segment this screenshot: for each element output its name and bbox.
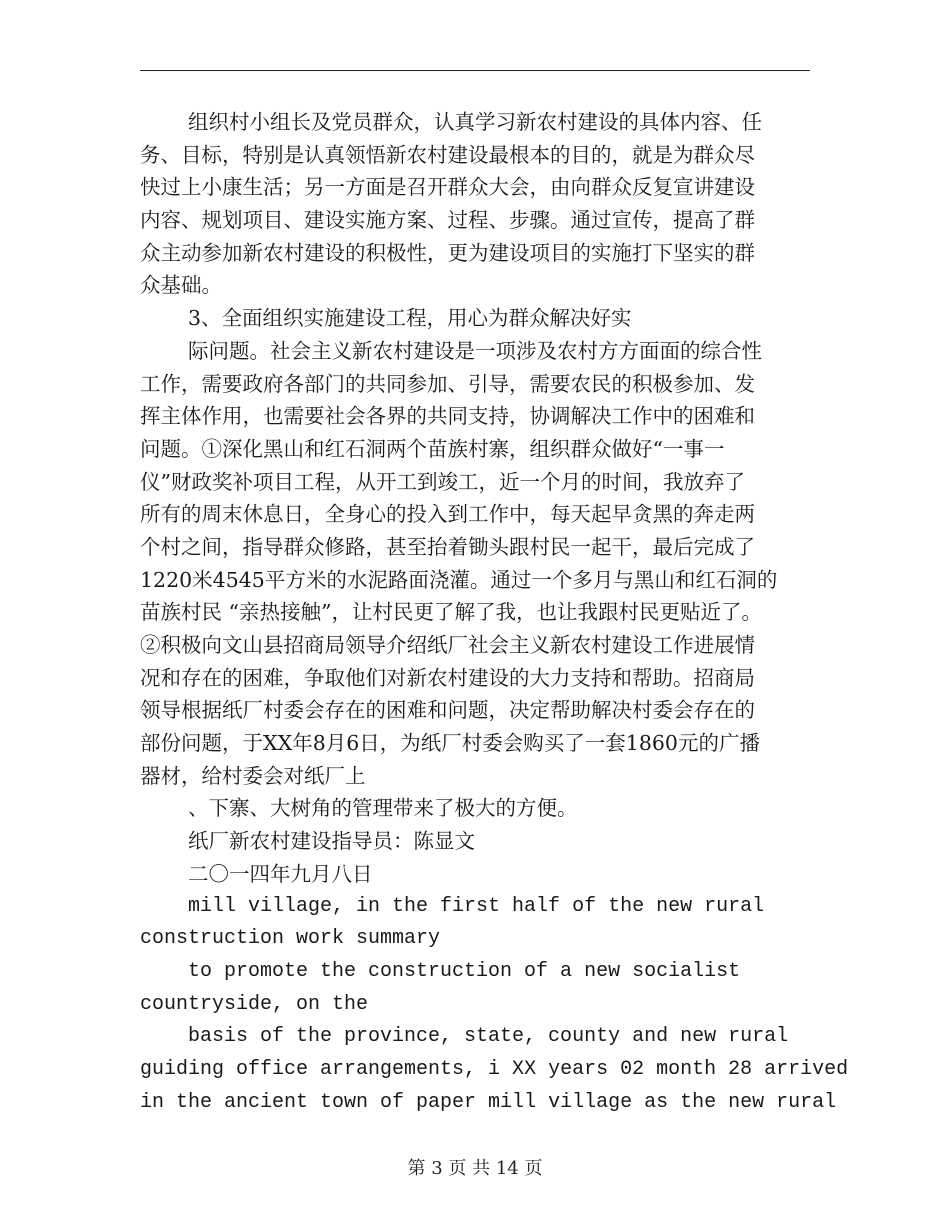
text-line: basis of the province, state, county and new rural bbox=[188, 1025, 789, 1049]
text-line: 问题。①深化黑山和红石洞两个苗族村寨，组织群众做好“一事一 bbox=[140, 436, 725, 461]
text-line: 工作，需要政府各部门的共同参加、引导，需要农民的积极参加、发 bbox=[140, 371, 755, 396]
text-line: 挥主体作用，也需要社会各界的共同支持，协调解决工作中的困难和 bbox=[140, 404, 755, 429]
text-line: 仪”财政奖补项目工程，从开工到竣工，近一个月的时间，我放弃了 bbox=[140, 469, 745, 494]
text-line: 苗族村民 “亲热接触”，让村民更了解了我，也让我跟村民更贴近了。 bbox=[140, 600, 762, 625]
text-line: guiding office arrangements, i XX years 02 month 28 arrived bbox=[140, 1057, 849, 1081]
text-line: to promote the construction of a new socialist bbox=[188, 959, 741, 983]
text-line: 所有的周末休息日，全身心的投入到工作中，每天起早贪黑的奔走两 bbox=[140, 502, 755, 527]
header-rule bbox=[140, 70, 810, 71]
text-line: 众基础。 bbox=[140, 273, 222, 298]
text-line: countryside, on the bbox=[140, 992, 369, 1016]
text-line: 二〇一四年九月八日 bbox=[188, 861, 373, 886]
text-line: 组织村小组长及党员群众，认真学习新农村建设的具体内容、任 bbox=[188, 110, 762, 134]
text-line: mill village, in the first half of the new rural bbox=[188, 894, 765, 918]
text-line: 况和存在的困难，争取他们对新农村建设的大力支持和帮助。招商局 bbox=[140, 665, 755, 690]
page-footer: 第 3 页 共 14 页 bbox=[407, 1158, 543, 1179]
text-line: 际问题。社会主义新农村建设是一项涉及农村方方面面的综合性 bbox=[188, 338, 762, 363]
document-body bbox=[140, 106, 849, 1119]
text-line: ②积极向文山县招商局领导介绍纸厂社会主义新农村建设工作进展情 bbox=[140, 633, 755, 657]
text-line: 器材，给村委会对纸厂上 bbox=[140, 763, 366, 788]
text-line: 部份问题，于XX年8月6日，为纸厂村委会购买了一套1860元的广播 bbox=[140, 731, 760, 756]
text-line: 领导根据纸厂村委会存在的困难和问题，决定帮助解决村委会存在的 bbox=[140, 698, 755, 723]
text-line: 3、全面组织实施建设工程，用心为群众解决好实 bbox=[188, 306, 632, 331]
text-line: 内容、规划项目、建设实施方案、过程、步骤。通过宣传，提高了群 bbox=[140, 208, 755, 233]
text-line: 快过上小康生活；另一方面是召开群众大会，由向群众反复宣讲建设 bbox=[140, 175, 755, 200]
text-line: 众主动参加新农村建设的积极性，更为建设项目的实施打下坚实的群 bbox=[140, 240, 755, 265]
text-line: 、下寨、大树角的管理带来了极大的方便。 bbox=[188, 796, 578, 821]
text-line: in the ancient town of paper mill village as the new rural bbox=[140, 1090, 837, 1114]
text-line: construction work summary bbox=[140, 927, 441, 951]
text-line: 务、目标，特别是认真领悟新农村建设最根本的目的，就是为群众尽 bbox=[140, 142, 755, 167]
text-line: 个村之间，指导群众修路，甚至抬着锄头跟村民一起干，最后完成了 bbox=[140, 534, 755, 559]
text-line: 纸厂新农村建设指导员：陈显文 bbox=[188, 829, 475, 854]
text-line: 1220米4545平方米的水泥路面浇灌。通过一个多月与黑山和红石洞的 bbox=[140, 567, 778, 592]
